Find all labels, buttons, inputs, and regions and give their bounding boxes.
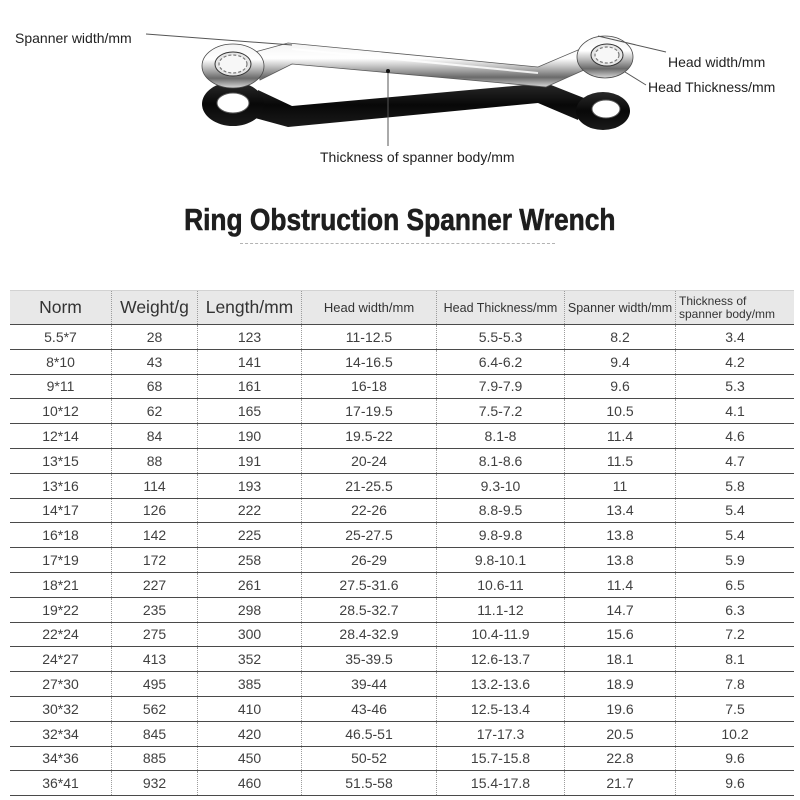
weight-cell: 84 [112,424,198,448]
spanner-width-cell: 11 [565,474,676,498]
body-thickness-cell: 7.8 [725,676,745,693]
length-cell: 258 [198,548,302,572]
weight-cell: 562 [112,697,198,721]
spanner-width-cell: 14.7 [565,598,676,622]
table-row [10,623,794,648]
length-cell: 225 [198,523,302,547]
head-thickness-cell: 9.3-10 [437,474,565,498]
table-row [10,647,794,672]
table-row [10,350,794,375]
head-width-cell: 16-18 [302,375,437,399]
head-width-cell: 39-44 [302,672,437,696]
body-thickness-cell: 5.3 [725,378,745,395]
spanner-width-cell: 9.4 [565,350,676,374]
body-thickness-cell: 6.5 [725,576,745,593]
head-thickness-cell: 8.1-8.6 [437,449,565,473]
header-body-thickness: Thickness of spanner body/mm [679,294,776,321]
title-dashed-underline [240,243,555,244]
head-thickness-cell: 11.1-12 [437,598,565,622]
head-width-cell: 28.5-32.7 [302,598,437,622]
norm-cell: 8*10 [10,350,112,374]
head-width-cell: 28.4-32.9 [302,623,437,647]
spanner-width-label: Spanner width/mm [15,30,132,46]
head-thickness-cell: 12.6-13.7 [437,647,565,671]
spanner-width-cell: 20.5 [565,722,676,746]
spanner-width-cell: 11.5 [565,449,676,473]
length-cell: 460 [198,771,302,795]
norm-cell: 13*16 [10,474,112,498]
norm-cell: 13*15 [10,449,112,473]
head-width-cell: 50-52 [302,747,437,771]
table-row [10,399,794,424]
head-thickness-cell: 9.8-9.8 [437,523,565,547]
chrome-wrench [202,36,633,88]
header-weight: Weight/g [112,291,198,324]
weight-cell: 885 [112,747,198,771]
spanner-width-cell: 13.8 [565,548,676,572]
length-cell: 385 [198,672,302,696]
table-row [10,598,794,623]
length-cell: 190 [198,424,302,448]
body-thickness-cell: 5.4 [725,527,745,544]
table-row [10,672,794,697]
weight-cell: 114 [112,474,198,498]
head-width-cell: 22-26 [302,499,437,523]
norm-cell: 17*19 [10,548,112,572]
head-thickness-cell: 9.8-10.1 [437,548,565,572]
head-thickness-label: Head Thickness/mm [648,79,776,95]
weight-cell: 932 [112,771,198,795]
norm-cell: 5.5*7 [10,325,112,349]
spanner-width-cell: 8.2 [565,325,676,349]
table-row [10,523,794,548]
black-wrench-shaft [255,83,584,127]
spanner-width-cell: 18.9 [565,672,676,696]
norm-cell: 18*21 [10,573,112,597]
body-thickness-cell: 9.6 [725,750,745,767]
spanner-width-cell: 19.6 [565,697,676,721]
table-row [10,449,794,474]
chrome-wrench-right-ring-teeth [595,47,619,63]
black-wrench [202,82,630,130]
length-cell: 298 [198,598,302,622]
chrome-wrench-left-ring-teeth [219,55,247,73]
spanner-width-cell: 9.6 [565,375,676,399]
header-length: Length/mm [198,291,302,324]
body-thickness-label: Thickness of spanner body/mm [320,149,515,165]
length-cell: 165 [198,399,302,423]
norm-cell: 19*22 [10,598,112,622]
header-norm: Norm [10,291,112,324]
table-row [10,722,794,747]
norm-cell: 22*24 [10,623,112,647]
length-cell: 300 [198,623,302,647]
spanner-width-cell: 11.4 [565,424,676,448]
head-width-cell: 20-24 [302,449,437,473]
spanner-width-cell: 11.4 [565,573,676,597]
length-cell: 410 [198,697,302,721]
head-thickness-cell: 5.5-5.3 [437,325,565,349]
head-thickness-cell: 7.9-7.9 [437,375,565,399]
head-width-cell: 19.5-22 [302,424,437,448]
body-thickness-cell: 3.4 [725,328,745,345]
norm-cell: 32*34 [10,722,112,746]
weight-cell: 43 [112,350,198,374]
norm-cell: 10*12 [10,399,112,423]
length-cell: 450 [198,747,302,771]
spanner-width-leader-line [146,34,292,45]
head-thickness-cell: 15.7-15.8 [437,747,565,771]
head-width-cell: 11-12.5 [302,325,437,349]
body-thickness-cell: 4.1 [725,403,745,420]
length-cell: 261 [198,573,302,597]
length-cell: 193 [198,474,302,498]
weight-cell: 142 [112,523,198,547]
table-row [10,424,794,449]
table-row [10,697,794,722]
norm-cell: 16*18 [10,523,112,547]
weight-cell: 28 [112,325,198,349]
table-row [10,573,794,598]
head-thickness-cell: 13.2-13.6 [437,672,565,696]
table-row [10,474,794,499]
body-thickness-cell: 5.4 [725,502,745,519]
weight-cell: 845 [112,722,198,746]
head-thickness-cell: 10.6-11 [437,573,565,597]
body-thickness-cell: 4.7 [725,452,745,469]
head-width-cell: 17-19.5 [302,399,437,423]
head-width-cell: 35-39.5 [302,647,437,671]
weight-cell: 88 [112,449,198,473]
norm-cell: 30*32 [10,697,112,721]
body-thickness-cell: 10.2 [721,725,749,742]
body-thickness-cell: 4.6 [725,428,745,445]
head-width-cell: 51.5-58 [302,771,437,795]
weight-cell: 68 [112,375,198,399]
head-width-cell: 21-25.5 [302,474,437,498]
table-row [10,375,794,400]
table-row [10,548,794,573]
norm-cell: 24*27 [10,647,112,671]
header-head-width: Head width/mm [302,291,437,324]
length-cell: 191 [198,449,302,473]
body-thickness-cell: 4.2 [725,353,745,370]
head-width-cell: 25-27.5 [302,523,437,547]
head-thickness-cell: 10.4-11.9 [437,623,565,647]
length-cell: 161 [198,375,302,399]
body-thickness-cell: 5.9 [725,552,745,569]
body-thickness-cell: 5.8 [725,477,745,494]
head-width-label: Head width/mm [668,54,766,70]
weight-cell: 413 [112,647,198,671]
norm-cell: 36*41 [10,771,112,795]
body-thickness-cell: 9.6 [725,775,745,792]
body-thickness-cell: 7.5 [725,700,745,717]
head-thickness-cell: 8.8-9.5 [437,499,565,523]
header-head-thickness: Head Thickness/mm [437,291,565,324]
black-wrench-left-ring-hole [217,93,249,113]
head-thickness-leader-line [625,72,646,85]
weight-cell: 227 [112,573,198,597]
length-cell: 420 [198,722,302,746]
head-thickness-cell: 7.5-7.2 [437,399,565,423]
head-thickness-cell: 6.4-6.2 [437,350,565,374]
page-title-text: Ring Obstruction Spanner Wrench [184,202,616,237]
norm-cell: 34*36 [10,747,112,771]
header-spanner-width: Spanner width/mm [565,291,676,324]
body-thickness-leader-dot [386,69,390,73]
spanner-width-cell: 21.7 [565,771,676,795]
length-cell: 123 [198,325,302,349]
table-header-row [10,290,794,325]
body-thickness-cell: 8.1 [725,651,745,668]
page-title [0,200,800,240]
spanner-width-cell: 22.8 [565,747,676,771]
weight-cell: 62 [112,399,198,423]
length-cell: 141 [198,350,302,374]
spec-table [10,290,794,796]
head-width-cell: 43-46 [302,697,437,721]
head-width-cell: 46.5-51 [302,722,437,746]
head-thickness-cell: 12.5-13.4 [437,697,565,721]
head-thickness-cell: 8.1-8 [437,424,565,448]
head-thickness-cell: 17-17.3 [437,722,565,746]
black-wrench-right-ring-hole [592,100,620,118]
weight-cell: 172 [112,548,198,572]
weight-cell: 126 [112,499,198,523]
head-width-cell: 27.5-31.6 [302,573,437,597]
spanner-width-cell: 18.1 [565,647,676,671]
table-row [10,771,794,796]
body-thickness-cell: 7.2 [725,626,745,643]
spanner-width-cell: 10.5 [565,399,676,423]
length-cell: 352 [198,647,302,671]
spanner-width-cell: 15.6 [565,623,676,647]
weight-cell: 235 [112,598,198,622]
norm-cell: 27*30 [10,672,112,696]
head-width-cell: 14-16.5 [302,350,437,374]
norm-cell: 12*14 [10,424,112,448]
head-thickness-cell: 15.4-17.8 [437,771,565,795]
spanner-width-cell: 13.4 [565,499,676,523]
table-row [10,747,794,772]
body-thickness-cell: 6.3 [725,601,745,618]
table-row [10,499,794,524]
norm-cell: 14*17 [10,499,112,523]
weight-cell: 495 [112,672,198,696]
length-cell: 222 [198,499,302,523]
norm-cell: 9*11 [10,375,112,399]
table-row [10,325,794,350]
weight-cell: 275 [112,623,198,647]
head-width-cell: 26-29 [302,548,437,572]
spanner-width-cell: 13.8 [565,523,676,547]
